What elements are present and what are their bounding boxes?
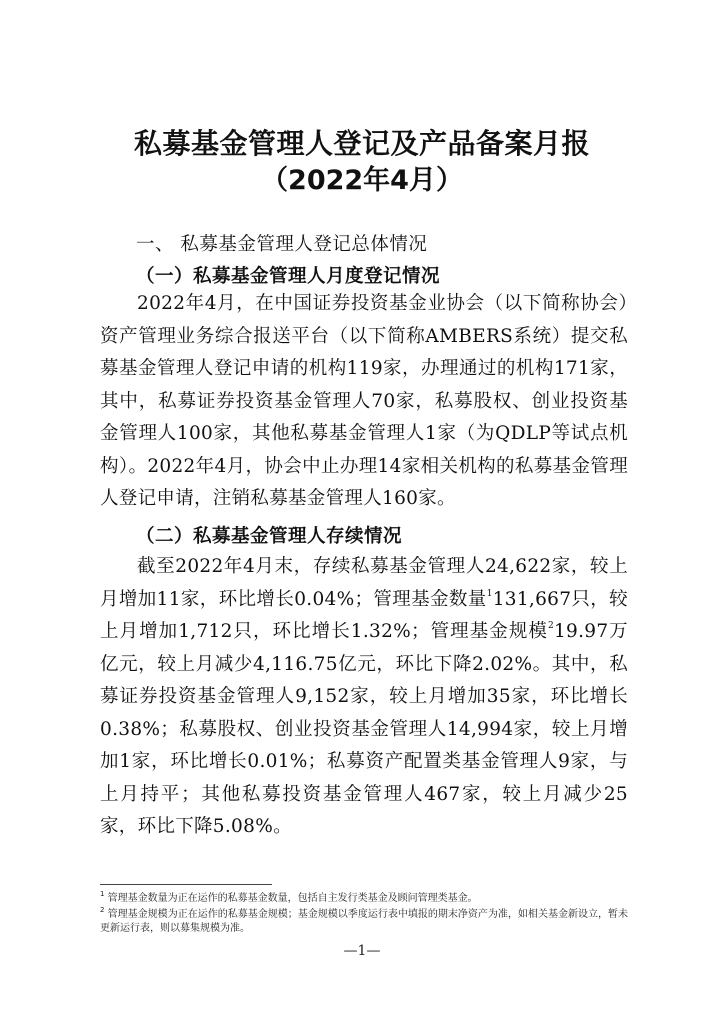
footnote: [100, 892, 628, 906]
paragraph-existing-managers: [100, 551, 628, 844]
paragraph-text: 19.97万亿元，较上月减少4,116.75亿元，环比下降2.02%。其中，私募证券投资基金管理人9,152家，较上月增加35家，环比增长0.38%；私募股权、创业投资基金管理人14,994家，较上月增加1家，环比增长0.01%；私募资产配置类基金管理人9家，与上月持平；其他私募投资基金管理人467家，较上月减少25家，环比下降5.08%。: [100, 621, 628, 837]
footnote-divider: [100, 884, 272, 885]
paragraph-text: 131,667只，较上月增加1,712只，环比增长1.32%；管理基金规模: [100, 588, 628, 642]
footnote-mark: 1: [100, 890, 105, 898]
footnote-ref[interactable]: 1: [486, 588, 493, 599]
document-title: 私募基金管理人登记及产品备案月报: [133, 127, 590, 160]
footnote-mark: 2: [100, 906, 105, 914]
subsection-heading-monthly-registration: （一）私募基金管理人月度登记情况: [136, 266, 441, 287]
footnote-text: 管理基金数量为正在运作的私募基金数量，包括自主发行类基金及顾问管理类基金。: [104, 893, 478, 904]
footnote-ref[interactable]: 2: [547, 621, 554, 631]
paragraph-monthly-registration: 2022年4月，在中国证券投资基金业协会（以下简称协会）资产管理业务综合报送平台（以下简称AMBERS系统）提交私募基金管理人登记申请的机构119家，办理通过的机构171家，其中，私募证券投资基金管理人70家，私募股权、创业投资基金管理人100家，其他私募基金管理人1家（为QDLP等试点机构）。2022年4月，协会中止办理14家相关机构的私募基金管理人登记申请，注销私募基金管理人160家。: [100, 293, 628, 509]
subsection-heading-existing-managers: （二）私募基金管理人存续情况: [136, 526, 403, 547]
footnote: [100, 908, 628, 936]
document-period: （2022年4月）: [261, 165, 463, 196]
section-heading: 一、 私募基金管理人登记总体情况: [136, 234, 428, 255]
footnote-text: 管理基金规模为正在运作的私募基金规模；基金规模以季度运行表中填报的期末净资产为准，如相关基金新设立，暂未更新运行表，则以募集规模为准。: [100, 909, 628, 934]
paragraph-text: 截至2022年4月末，存续私募基金管理人24,622家，较上月增加11家，环比增长0.04%；管理基金数量: [100, 556, 628, 610]
page-number: —1—: [343, 943, 381, 959]
